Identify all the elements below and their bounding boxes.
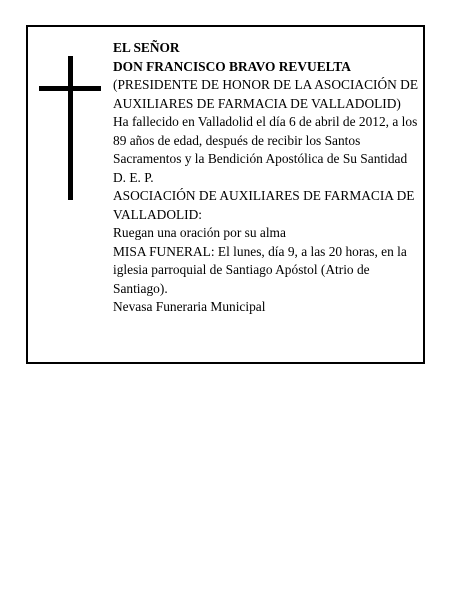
deceased-role: (PRESIDENTE DE HONOR DE LA ASOCIACIÓN DE AUXILIARES DE FARMACIA DE VALLADOLID)	[113, 77, 419, 111]
cross-icon-vertical	[68, 56, 73, 200]
rip-line: D. E. P.	[113, 169, 154, 185]
obituary-text	[113, 39, 418, 317]
deceased-name: DON FRANCISCO BRAVO REVUELTA	[113, 58, 351, 74]
association-name: ASOCIACIÓN DE AUXILIARES DE FARMACIA DE VALLADOLID:	[113, 188, 415, 222]
funeral-home: Nevasa Funeraria Municipal	[113, 299, 266, 314]
funeral-mass: MISA FUNERAL: El lunes, día 9, a las 20 horas, en la iglesia parroquial de Santiago Apóstol (Atrio de Santiago).	[113, 243, 407, 296]
title-line: EL SEÑOR	[113, 40, 180, 55]
obituary-notice	[26, 25, 425, 364]
cross-icon-horizontal	[39, 86, 101, 91]
prayer-request: Ruegan una oración por su alma	[113, 225, 286, 240]
death-announcement: Ha fallecido en Valladolid el día 6 de abril de 2012, a los 89 años de edad, después de recibir los Santos Sacramentos y la Bendición Apostólica de Su Santidad	[113, 114, 418, 166]
